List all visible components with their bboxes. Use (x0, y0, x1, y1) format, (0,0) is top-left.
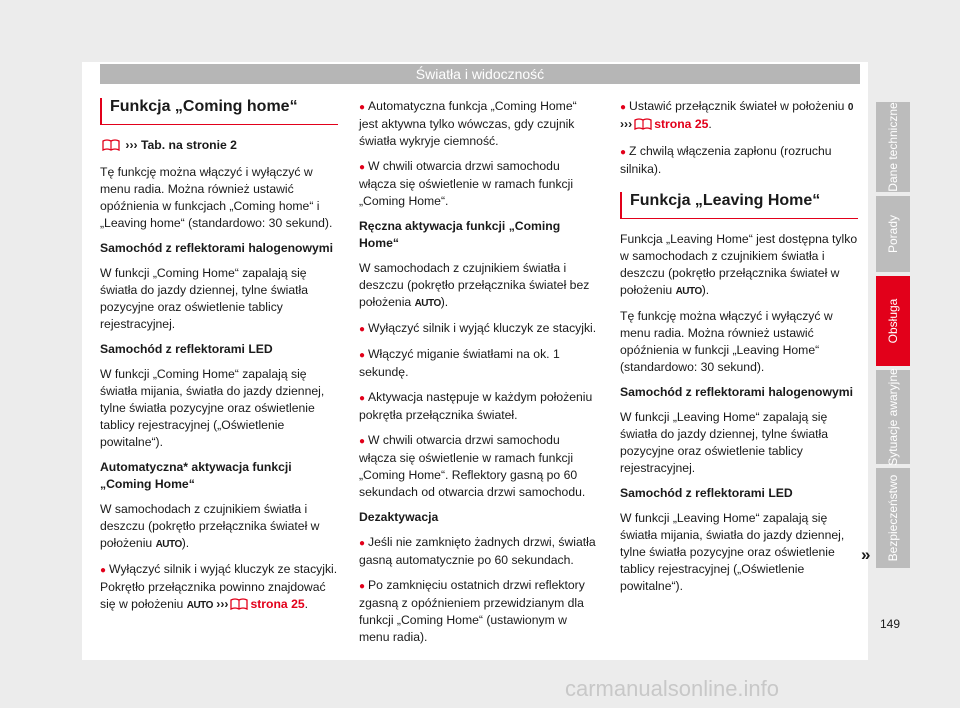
column-1: Funkcja „Coming home“ ››› Tab. na stronie 2 Tę funkcję można włączyć i wyłączyć w menu radia. Można również ustawić opóźnienia w funkcjach „Coming home“ i „Leaving home“ (standardowo: 30 sekund). Samochód z reflektorami halogenowymi W funkcji „Coming Home“ zapalają się światła do jazdy dziennej, tylne światła pozycyjne oraz oświetlenie tablicy rejestracyjnej. Samochód z reflektorami LED W funkcji „Coming Home“ zapalają się światła mijania, światła do jazdy dziennej, tylne światła pozycyjne oraz oświetlenie tablicy rejestracyjnej („Oświetlenie powitalne“). Automatyczna* aktywacja funkcji „Coming Home“ W samochodach z czujnikiem światła i deszczu (pokrętło przełącznika świateł w położeniu AUTO). ● Wyłączyć silnik i wyjąć kluczyk ze stacyjki. Pokrętło przełącznika powinno znajdować się w położeniu AUTO ››› strona 25. (100, 98, 338, 623)
zero-symbol: 0 (847, 102, 853, 113)
auto-symbol: AUTO (414, 298, 441, 309)
list-item: ● Włączyć miganie światłami na ok. 1 sekundę. (359, 347, 560, 379)
watermark: carmanualsonline.info (565, 676, 780, 701)
reference-link[interactable]: Tab. na stronie 2 (140, 138, 237, 152)
tab-obsluga[interactable]: Obsługa (876, 276, 910, 366)
list-item: ● Automatyczna funkcja „Coming Home“ jest aktywna tylko wówczas, gdy czujnik światła wykryje ciemność. (359, 99, 577, 148)
tab-porady[interactable]: Porady (876, 196, 910, 272)
list-item: ● Aktywacja następuje w każdym położeniu pokrętła przełącznika świateł. (359, 390, 593, 422)
book-icon (230, 598, 248, 615)
tab-bezpieczenstwo[interactable]: Bezpieczeństwo (876, 468, 910, 568)
reference-line: ››› Tab. na stronie 2 (100, 137, 338, 156)
book-icon (634, 118, 652, 135)
page-number: 149 (880, 617, 901, 631)
list-item: ● Wyłączyć silnik i wyjąć kluczyk ze stacyjki. Pokrętło przełącznika powinno znajdować się w położeniu AUTO ››› strona 25. (100, 561, 338, 615)
list-item: ● W chwili otwarcia drzwi samochodu włącza się oświetlenie w ramach funkcji „Coming Home“. (359, 159, 574, 208)
list-item: ● Wyłączyć silnik i wyjąć kluczyk ze stacyjki. (359, 321, 597, 335)
book-icon (102, 139, 120, 156)
page-header: Światła i widoczność (100, 64, 860, 84)
continue-arrow: » (861, 545, 871, 564)
tab-dane-techniczne[interactable]: Dane techniczne (876, 102, 910, 192)
auto-symbol: AUTO (155, 539, 182, 550)
list-item: ● W chwili otwarcia drzwi samochodu włącza się oświetlenie w ramach funkcji „Coming Home“. Reflektory gasną po 60 sekundach od otwarcia drzwi samochodu. (359, 433, 586, 499)
auto-symbol: AUTO (186, 600, 213, 611)
list-item: ● Jeśli nie zamknięto żadnych drzwi, światła gasną automatycznie po 60 sekundach. (359, 535, 596, 567)
list-item: ● Ustawić przełącznik świateł w położeniu 0 ››› strona 25. (620, 98, 858, 135)
page-link[interactable]: strona 25 (654, 117, 709, 131)
page-link[interactable]: strona 25 (250, 597, 305, 611)
section-title-leaving-home: Funkcja „Leaving Home“ (620, 192, 858, 219)
column-2: ● Automatyczna funkcja „Coming Home“ jest aktywna tylko wówczas, gdy czujnik światła wykryje ciemność. ● W chwili otwarcia drzwi samochodu włącza się oświetlenie w ramach funkcji „Coming Home“. Ręczna aktywacja funkcji „Coming Home“ W samochodach z czujnikiem światła i deszczu (pokrętło przełącznika świateł bez położenia AUTO). ● Wyłączyć silnik i wyjąć kluczyk ze stacyjki. ● Włączyć miganie światłami na ok. 1 sekundę. ● Aktywacja następuje w każdym położeniu pokrętła przełącznika świateł. ● W chwili otwarcia drzwi samochodu włącza się oświetlenie w ramach funkcji „Coming Home“. Reflektory gasną po 60 sekundach od otwarcia drzwi samochodu. Dezaktywacja ● Jeśli nie zamknięto żadnych drzwi, światła gasną automatycznie po 60 sekundach. ● Po zamknięciu ostatnich drzwi reflektory zgasną z opóźnieniem przewidzianym dla funkcji „Coming Home“ (ustawionym w menu radia). (359, 99, 597, 644)
list-item: ● Z chwilą włączenia zapłonu (rozruchu silnika). (620, 144, 832, 176)
list-item: ● Po zamknięciu ostatnich drzwi reflektory zgasną z opóźnieniem przewidzianym dla funkcji „Coming Home“ (ustawionym w menu radia). (359, 578, 585, 644)
auto-symbol: AUTO (675, 286, 702, 297)
tab-sytuacje-awaryjne[interactable]: Sytuacje awaryjne (876, 370, 910, 464)
side-tabs (876, 102, 910, 572)
column-3: ● Ustawić przełącznik świateł w położeniu 0 ››› strona 25. ● Z chwilą włączenia zapłonu (rozruchu silnika). Funkcja „Leaving Home“ Funkcja „Leaving Home“ jest dostępna tylko w samochodach z czujnikiem światła i deszczu (pokrętło przełącznika świateł w położeniu AUTO). Tę funkcję można włączyć i wyłączyć w menu radia. Można również ustawić opóźnienia w funkcji „Leaving Home“ (standardowo: 30 sekund). Samochód z reflektorami halogenowymi W funkcji „Leaving Home“ zapalają się światła do jazdy dziennej, tylne światła pozycyjne oraz oświetlenie tablicy rejestracyjnej. Samochód z reflektorami LED W funkcji „Leaving Home“ zapalają się światła mijania, światła do jazdy dziennej, tylne światła pozycyjne oraz oświetlenie tablicy rejestracyjnej („Oświetlenie powitalne“). (620, 99, 858, 593)
section-title-coming-home: Funkcja „Coming home“ (100, 98, 338, 125)
